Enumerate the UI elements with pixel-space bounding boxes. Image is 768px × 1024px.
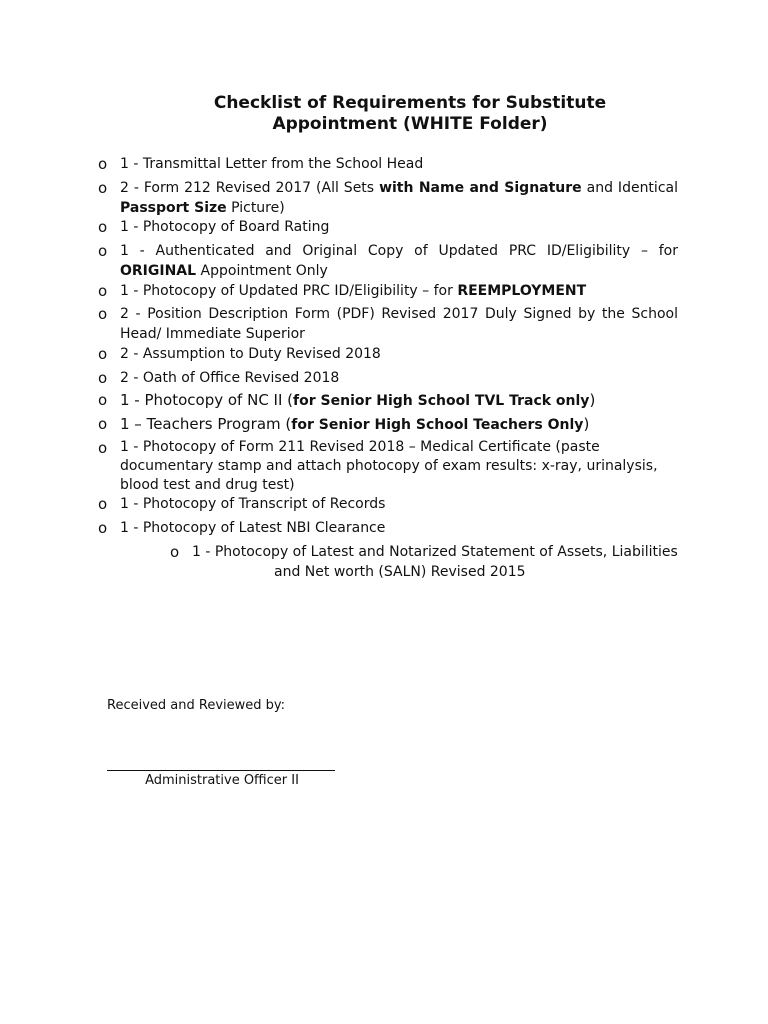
bullet-icon: o — [98, 519, 108, 537]
item-text: 2 - Position Description Form (PDF) Revised 2017 Duly Signed by the School Head/ Immediate Superior — [120, 306, 678, 342]
received-reviewed-label: Received and Reviewed by: — [107, 698, 286, 713]
page-title — [150, 93, 670, 135]
bullet-icon: o — [98, 305, 108, 323]
checklist-item-nbi — [98, 518, 678, 538]
item-text: 1 - Photocopy of Form 211 Revised 2018 – Medical Certificate (paste documentary stamp and attach photocopy of exam results: x-ray, urinalysis, blood test and drug test) — [120, 439, 658, 493]
checklist-item-oath — [98, 368, 678, 388]
bullet-icon: o — [98, 282, 108, 300]
item-text: 1 - Photocopy of Latest and Notarized Statement of Assets, Liabilities and Net worth (SALN) Revised 2015 — [192, 544, 678, 580]
checklist-item-board-rating — [98, 217, 678, 237]
title-line-2: Appointment (WHITE Folder) — [272, 114, 548, 134]
bullet-icon: o — [170, 543, 180, 561]
checklist-item-pdf — [98, 304, 678, 344]
bullet-icon: o — [98, 218, 108, 236]
bullet-icon: o — [98, 369, 108, 387]
item-text: 1 - Photocopy of Transcript of Records — [120, 496, 386, 512]
bullet-icon: o — [98, 495, 108, 513]
item-text: 1 - Photocopy of Board Rating — [120, 219, 330, 235]
checklist-item-transmittal — [98, 154, 678, 174]
signatory-title: Administrative Officer II — [145, 773, 299, 788]
checklist-item-saln — [170, 542, 680, 582]
bullet-icon: o — [98, 439, 108, 457]
item-text: 2 - Assumption to Duty Revised 2018 — [120, 346, 381, 362]
bullet-icon: o — [98, 391, 108, 409]
bullet-icon: o — [98, 179, 108, 197]
item-text: 1 – Teachers Program (for Senior High School Teachers Only) — [120, 415, 590, 433]
bullet-icon: o — [98, 155, 108, 173]
checklist-item-nc2 — [98, 390, 678, 411]
bullet-icon: o — [98, 415, 108, 433]
checklist-item-prc-original — [98, 241, 678, 281]
item-text: 2 - Oath of Office Revised 2018 — [120, 370, 340, 386]
bullet-icon: o — [98, 242, 108, 260]
checklist-item-form-212 — [98, 178, 678, 218]
item-text: 1 - Photocopy of NC II (for Senior High School TVL Track only) — [120, 391, 596, 409]
checklist-item-prc-reemployment — [98, 281, 678, 301]
checklist-item-teachers-program — [98, 414, 678, 435]
title-line-1: Checklist of Requirements for Substitute — [213, 93, 607, 113]
item-text: 1 - Photocopy of Updated PRC ID/Eligibility – for REEMPLOYMENT — [120, 283, 587, 299]
checklist-item-transcript — [98, 494, 678, 514]
item-text: 2 - Form 212 Revised 2017 (All Sets with Name and Signature and Identical Passport Size Picture) — [120, 180, 678, 216]
bullet-icon: o — [98, 345, 108, 363]
item-text: 1 - Photocopy of Latest NBI Clearance — [120, 520, 386, 536]
signature-line — [107, 770, 335, 771]
checklist-item-assumption — [98, 344, 678, 364]
item-text: 1 - Transmittal Letter from the School Head — [120, 156, 424, 172]
checklist-item-medical — [98, 438, 678, 495]
item-text: 1 - Authenticated and Original Copy of Updated PRC ID/Eligibility – for ORIGINAL Appointment Only — [120, 243, 678, 279]
